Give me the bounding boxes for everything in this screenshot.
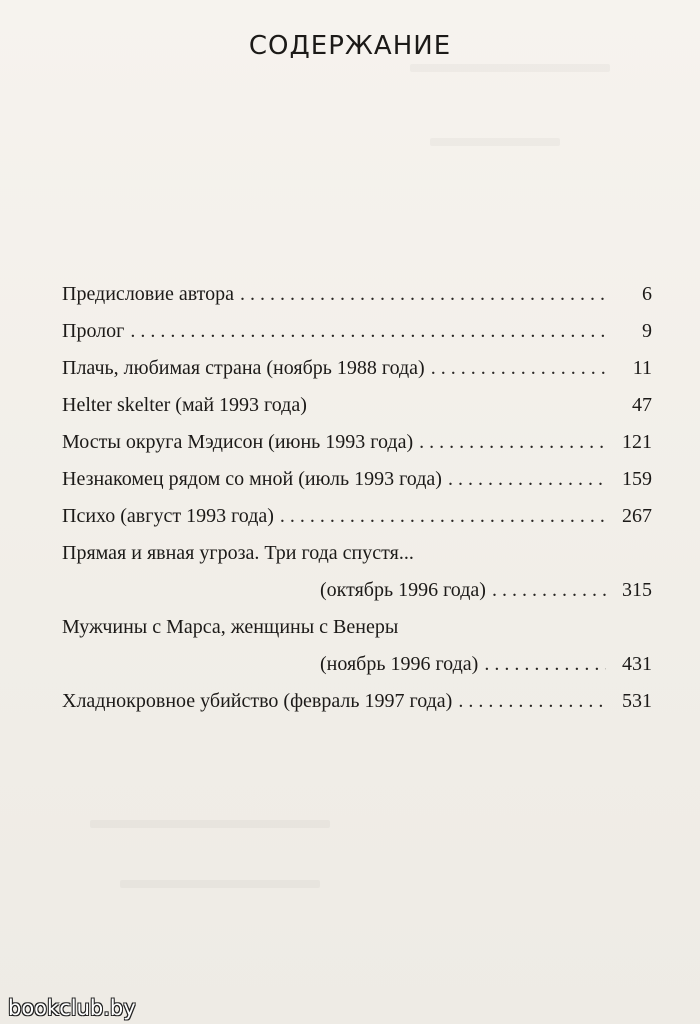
toc-entry bbox=[62, 535, 652, 609]
toc-page-number: 431 bbox=[622, 653, 652, 675]
toc-entry bbox=[62, 424, 652, 461]
toc-leader-dots bbox=[280, 498, 606, 535]
site-watermark: bookclub.by bbox=[8, 996, 136, 1020]
toc-page-number: 121 bbox=[622, 431, 652, 453]
toc-entry bbox=[62, 387, 652, 424]
toc-entry-title: Мосты округа Мэдисон (июнь 1993 года) bbox=[62, 431, 414, 453]
toc-page-number: 47 bbox=[632, 394, 652, 416]
toc-leader-dots bbox=[458, 683, 606, 720]
toc-leader-dots bbox=[492, 572, 606, 609]
toc-entry-title: Прямая и явная угроза. Три года спустя... bbox=[62, 542, 414, 564]
toc-entry-title-continued: (октябрь 1996 года) bbox=[320, 579, 486, 601]
toc-entry bbox=[62, 276, 652, 313]
toc-leader-dots bbox=[431, 350, 606, 387]
toc-leader-dots bbox=[419, 424, 606, 461]
toc-entry-title-continued: (ноябрь 1996 года) bbox=[320, 653, 479, 675]
toc-page-number: 315 bbox=[622, 579, 652, 601]
bleed-through bbox=[410, 64, 610, 72]
toc-entry-title: Незнакомец рядом со мной (июль 1993 года) bbox=[62, 468, 442, 490]
toc-page-number: 159 bbox=[622, 468, 652, 490]
bleed-through bbox=[90, 820, 330, 828]
toc-entry-title: Мужчины с Марса, женщины с Венеры bbox=[62, 616, 399, 638]
toc-entry-title: Пролог bbox=[62, 320, 125, 342]
toc-page-number: 9 bbox=[642, 320, 652, 342]
toc-leader-dots bbox=[130, 313, 606, 350]
bleed-through bbox=[430, 138, 560, 146]
toc-entry bbox=[62, 461, 652, 498]
toc-entry-title: Плачь, любимая страна (ноябрь 1988 года) bbox=[62, 357, 425, 379]
toc-entry bbox=[62, 498, 652, 535]
toc-entry bbox=[62, 609, 652, 683]
bleed-through bbox=[120, 880, 320, 888]
toc-entry-title: Helter skelter (май 1993 года) bbox=[62, 394, 307, 416]
toc-entry-title: Хладнокровное убийство (февраль 1997 года) bbox=[62, 690, 453, 712]
toc-entry bbox=[62, 313, 652, 350]
toc-leader-dots bbox=[484, 646, 606, 683]
toc-page-number: 267 bbox=[622, 505, 652, 527]
toc-entry bbox=[62, 683, 652, 720]
page-title: СОДЕРЖАНИЕ bbox=[248, 31, 452, 62]
toc-page-number: 531 bbox=[622, 690, 652, 712]
toc-page-number: 11 bbox=[632, 357, 652, 379]
table-of-contents bbox=[62, 276, 652, 720]
toc-entry-title: Психо (август 1993 года) bbox=[62, 505, 274, 527]
toc-leader-dots bbox=[448, 461, 606, 498]
toc-entry bbox=[62, 350, 652, 387]
toc-entry-title: Предисловие автора bbox=[62, 283, 234, 305]
toc-leader-dots bbox=[240, 276, 606, 313]
toc-page-number: 6 bbox=[642, 283, 652, 305]
